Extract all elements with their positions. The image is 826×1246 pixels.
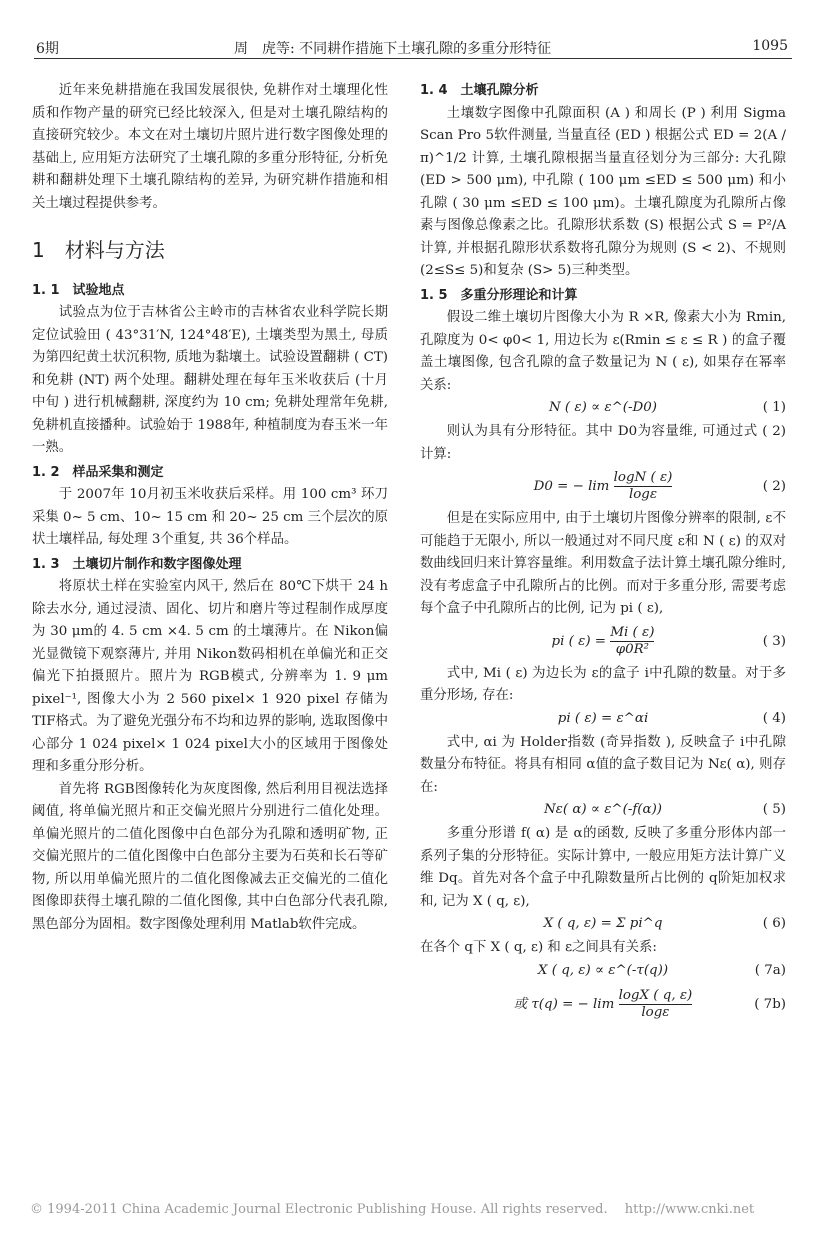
paragraph: 将原状土样在实验室内风干, 然后在 80℃下烘干 24 h除去水分, 通过浸渍、固化、切片和磨片等过程制作成厚度为 30 μm的 4. 5 cm ×4. 5 cm 的土壤薄片。在 Nikon偏光显微镜下观察薄片, 并用 Nikon数码相机在单偏光和正交偏光下拍摄照片。照片为 RGB模式, 分辨率为 1. 9 μm pixel⁻¹, 图像大小为 2 560 pixel× 1 920 pixel 存储为 TIF格式。为了避免光强分布不均和边界的影响, 选取图像中心部分 1 024 pixel× 1 024 pixel大小的区域用于图像处理和多重分形分析。	[32, 579, 388, 774]
equation-3: pi ( ε) = $\frac{Mi ( \varepsilon)}{\text{φ0R²}}$ ( 3)	[551, 624, 786, 657]
paragraph: 土壤数字图像中孔隙面积 (A ) 和周长 (P ) 利用 Sigma Scan Pro 5软件测量, 当量直径 (ED ) 根据公式 ED = 2(A /π)^1/2 计算, 土壤孔隙根据当量直径划分为三部分: 大孔隙 (ED > 500 μm), 中孔隙 ( 100 μm ≤ED ≤ 500 μm) 和小孔隙 ( 30 μm ≤ED ≤ 100 μm)。土壤孔隙度为孔隙所占像素与图像总像素之比。孔隙形状系数 (S) 根据公式 S = P²/A 计算, 并根据孔隙形状系数将孔隙分为规则 (S < 2)、不规则 (2≤S≤ 5)和复杂 (S> 5)三种类型。	[420, 105, 786, 278]
paragraph: 式中, Mi ( ε) 为边长为 ε的盒子 i中孔隙的数量。对于多重分形场, 存在:	[420, 665, 786, 703]
paragraph: 假设二维土壤切片图像大小为 R ×R, 像素大小为 Rmin, 孔隙度为 0< φ0< 1, 用边长为 ε(Rmin ≤ ε ≤ R ) 的盒子覆盖土壤图像, 包含孔隙的盒子数量记为 N ( ε), 如果存在幂率关系:	[420, 310, 786, 393]
running-header	[34, 36, 792, 59]
subsection-heading: 1. 5 多重分形理论和计算	[420, 287, 578, 303]
paragraph: 则认为具有分形特征。其中 D0为容量维, 可通过式 ( 2)计算:	[420, 424, 786, 462]
running-title: 周 虎等: 不同耕作措施下土壤孔隙的多重分形特征	[234, 41, 552, 57]
right-column	[420, 80, 786, 1026]
subsection-heading: 1. 1 试验地点	[32, 282, 125, 298]
paragraph: 但是在实际应用中, 由于土壤切片图像分辨率的限制, ε不可能趋于无限小, 所以一般通过对不同尺度 ε和 N ( ε) 的双对数曲线回归来计算容量维。利用数盒子法计算土壤孔隙分维时, 没有考虑盒子中孔隙所占的比例。而对于多重分形, 需要考虑每个盒子中孔隙所占的比例, 记为 pi ( ε),	[420, 511, 786, 616]
paragraph: 试验点为位于吉林省公主岭市的吉林省农业科学院长期定位试验田 ( 43°31′N, 124°48′E), 土壤类型为黑土, 母质为第四纪黄土状沉积物, 质地为黏壤土。试验设置翻耕 ( CT) 和免耕 (NT) 两个处理。翻耕处理在每年玉米收获后 (十月中旬 ) 进行机械翻耕, 深度约为 10 cm; 免耕处理常年免耕, 免耕机直接播种。试验始于 1988年, 种植制度为春玉米一年一熟。	[32, 305, 388, 455]
intro-paragraph: 近年来免耕措施在我国发展很快, 免耕作对土壤理化性质和作物产量的研究已经比较深入, 但是对土壤孔隙结构的直接研究较少。本文在对土壤切片照片进行数字图像处理的基础上, 应用矩方法研究了土壤孔隙的多重分形特征, 分析免耕和翻耕处理下土壤孔隙结构的差异, 为研究耕作措施和相关土壤过程提供参考。	[32, 83, 388, 211]
equation-2: D0 = − lim $\frac{\log N ( \varepsilon)}{\log\varepsilon}$ ( 2)	[533, 470, 786, 502]
equation-1: N ( ε) ∝ ε^(-D0) ( 1)	[548, 400, 786, 415]
equation-5: Nε( α) ∝ ε^(-f(α)) ( 5)	[543, 802, 786, 817]
copyright-footer: © 1994-2011 China Academic Journal Electronic Publishing House. All rights reserved. http://www.cnki.net	[30, 1202, 755, 1217]
subsection-heading: 1. 4 土壤孔隙分析	[420, 83, 539, 98]
equation-4: pi ( ε) = ε^αi ( 4)	[557, 710, 786, 726]
paragraph: 在各个 q下 X ( q, ε) 和 ε之间具有关系:	[420, 940, 657, 955]
subsection-heading: 1. 2 样品采集和测定	[32, 464, 164, 480]
subsection-heading: 1. 3 土壤切片制作和数字图像处理	[32, 556, 242, 572]
issue-number: 6期	[36, 41, 59, 57]
paragraph: 首先将 RGB图像转化为灰度图像, 然后利用目视法选择阈值, 将单偏光照片和正交偏光照片分别进行二值化处理。单偏光照片的二值化图像中白色部分为孔隙和透明矿物, 正交偏光照片的二值化图像中白色部分主要为石英和长石等矿物, 所以用单偏光照片的二值化图像减去正交偏光的二值化图像即获得土壤孔隙的二值化图像, 其中白色部分代表孔隙, 黑色部分为固相。数字图像处理利用 Matlab软件完成。	[32, 781, 388, 932]
page-number: 1095	[752, 38, 788, 54]
equation-7a: X ( q, ε) ∝ ε^(-τ(q)) ( 7a)	[537, 962, 786, 978]
paragraph: 于 2007年 10月初玉米收获后采样。用 100 cm³ 环刀采集 0~ 5 cm、10~ 15 cm 和 20~ 25 cm 三个层次的原状土壤样品, 每处理 3个重复, 共 36个样品。	[32, 487, 388, 547]
equation-7b: 或 τ(q) = − lim $\frac{\log X ( q, \varepsilon)}{\log\varepsilon}$ ( 7b)	[513, 987, 786, 1020]
paragraph: 多重分形谱 f( α) 是 α的函数, 反映了多重分形体内部一系列子集的分形特征。实际计算中, 一般应用矩方法计算广义维 Dq。首先对各个盒子中孔隙数量所占比例的 q阶矩加权求和, 记为 X ( q, ε),	[420, 826, 786, 909]
equation-6: X ( q, ε) = Σ pi^q ( 6)	[543, 916, 786, 931]
paragraph: 式中, αi 为 Holder指数 (奇异指数 ), 反映盒子 i中孔隙数量分布特征。将具有相同 α值的盒子数目记为 Nε( α), 则存在:	[420, 734, 786, 795]
section-heading: 1 材料与方法	[32, 238, 165, 262]
left-column	[32, 80, 388, 936]
